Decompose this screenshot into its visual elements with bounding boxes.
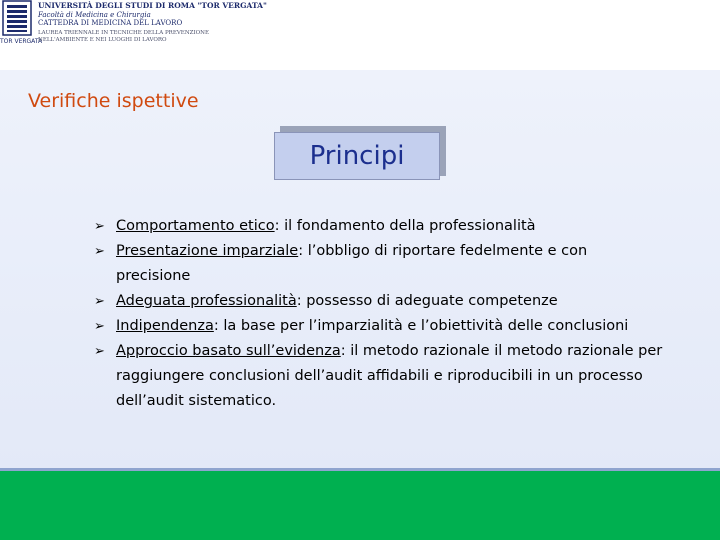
bullet-text: : possesso di adeguate competenze (296, 293, 558, 309)
bullet-text: : la base per l’imparzialità e l’obiettività delle conclusioni (213, 318, 629, 334)
arrow-bullet-icon: ➢ (94, 344, 105, 359)
bullet-text: : l’obbligo di riportare fedelmente e con precisione (116, 243, 588, 284)
bullet-term: Adeguata professionalità (116, 293, 297, 309)
list-item (94, 339, 664, 414)
bullet-term: Presentazione imparziale (116, 243, 299, 259)
university-name: UNIVERSITÀ DEGLI STUDI DI ROMA "TOR VERGATA" (38, 1, 267, 10)
arrow-bullet-icon: ➢ (94, 244, 105, 259)
degree-line-2: NELL'AMBIENTE E NEI LUOGHI DI LAVORO (38, 37, 167, 43)
bullet-term: Comportamento etico (116, 218, 275, 234)
list-item (94, 214, 664, 239)
principi-box: Principi (274, 132, 440, 180)
list-item (94, 314, 664, 339)
degree-line-1: LAUREA TRIENNALE IN TECNICHE DELLA PREVENZIONE (38, 30, 209, 36)
slide-header (0, 0, 720, 48)
arrow-bullet-icon: ➢ (94, 219, 105, 234)
faculty-name: Facoltà di Medicina e Chirurgia (38, 11, 151, 19)
section-title: Verifiche ispettive (28, 90, 199, 112)
bullet-text: : il metodo razionale il metodo razionale per raggiungere conclusioni dell’audit affidabili e riproducibili in un processo dell’audit sistematico. (116, 343, 663, 409)
bullet-text: : il fondamento della professionalità (274, 218, 536, 234)
bullet-term: Approccio basato sull’evidenza (116, 343, 341, 359)
principles-list (94, 214, 664, 414)
bullet-term: Indipendenza (116, 318, 214, 334)
department-name: CATTEDRA DI MEDICINA DEL LAVORO (38, 19, 183, 27)
arrow-bullet-icon: ➢ (94, 294, 105, 309)
list-item (94, 289, 664, 314)
footer-band (0, 471, 720, 540)
arrow-bullet-icon: ➢ (94, 319, 105, 334)
list-item (94, 239, 664, 289)
logo-caption: TOR VERGATA (0, 38, 43, 45)
